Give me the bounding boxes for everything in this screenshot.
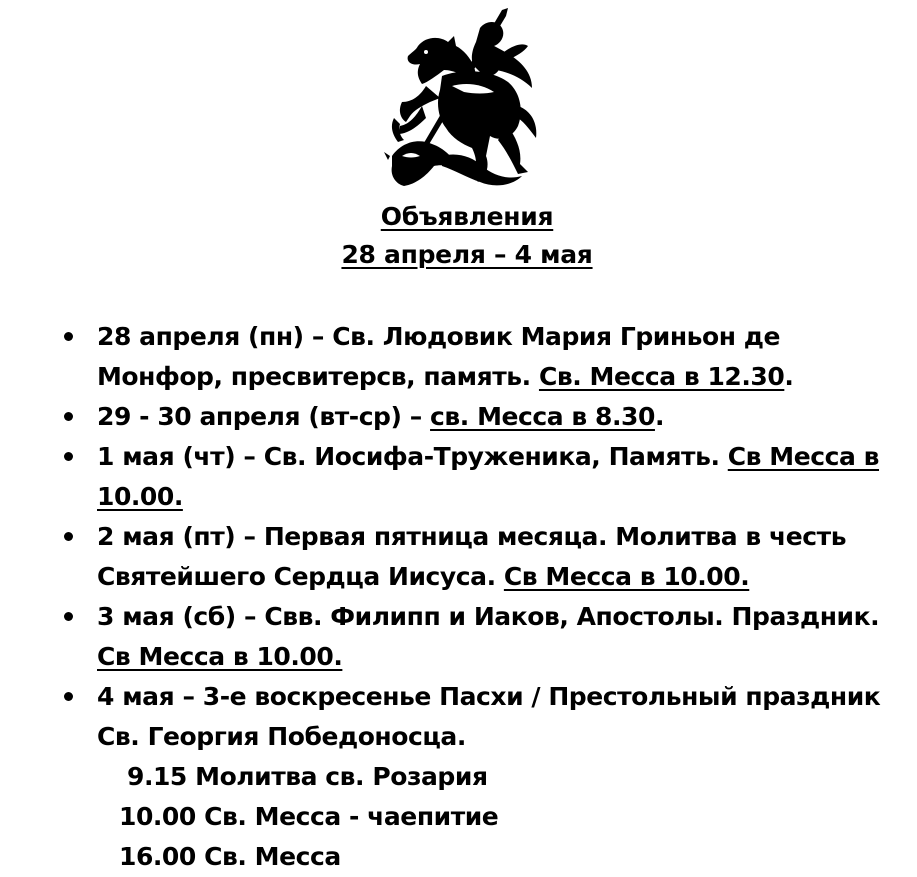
- bullet-icon: [64, 612, 73, 621]
- bullet-icon: [64, 332, 73, 341]
- bullet-icon: [64, 412, 73, 421]
- item-text: 4 мая – 3-е воскресенье Пасхи / Престольный праздник Св. Георгия Победоносца.: [97, 682, 881, 751]
- schedule-line: 10.00 Св. Месса - чаепитие: [119, 802, 499, 831]
- list-item: [0, 597, 897, 677]
- list-item: [0, 397, 897, 437]
- bullet-icon: [64, 452, 73, 461]
- item-text: 2 мая (пт) – Первая пятница месяца. Молитва в честь Святейшего Сердца Иисуса.: [97, 522, 847, 591]
- list-item: [0, 317, 897, 397]
- mass-time: Св. Месса в 12.30: [538, 362, 785, 391]
- item-punct: .: [784, 362, 794, 391]
- mass-time: Св Месса в 10.00.: [97, 442, 880, 511]
- item-text: 28 апреля (пн) – Св. Людовик Мария Гриньон де Монфор, пресвитерсв, память.: [97, 322, 781, 391]
- announcement-list: [0, 317, 917, 877]
- list-item: [0, 437, 897, 517]
- item-text: 3 мая (сб) – Свв. Филипп и Иаков, Апостолы. Праздник.: [97, 602, 880, 631]
- mass-time: Св Месса в 10.00.: [503, 562, 750, 591]
- announcements-date-range: 28 апреля – 4 мая: [341, 240, 593, 269]
- item-text: 29 - 30 апреля (вт-ср) –: [97, 402, 431, 431]
- item-punct: .: [654, 402, 665, 431]
- list-item: [0, 517, 897, 597]
- bullet-icon: [64, 692, 73, 701]
- st-george-dragon-icon: [382, 6, 542, 192]
- mass-time: Св Месса в 10.00.: [97, 642, 343, 671]
- schedule-line: 16.00 Св. Месса: [119, 842, 341, 871]
- bullet-icon: [64, 532, 73, 541]
- mass-time: св. Месса в 8.30: [430, 402, 655, 431]
- list-item: [0, 677, 897, 877]
- announcements-title: Объявления: [380, 202, 554, 231]
- schedule-line: 9.15 Молитва св. Розария: [127, 762, 488, 791]
- item-text: 1 мая (чт) – Св. Иосифа-Труженика, Память.: [97, 442, 728, 471]
